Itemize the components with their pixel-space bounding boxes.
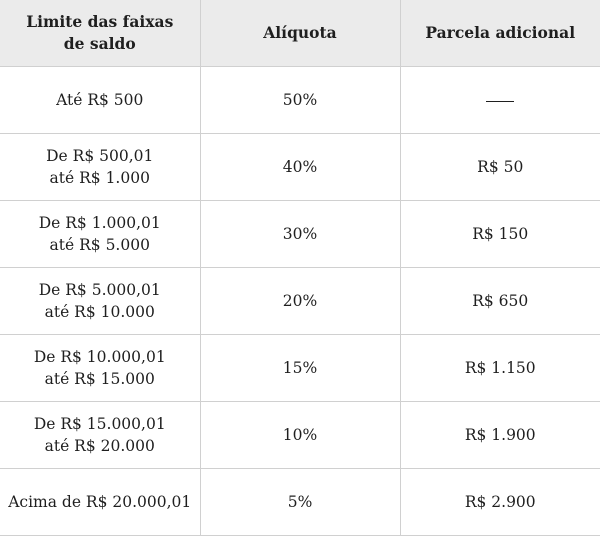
cell-limite-line1: De R$ 15.000,01 xyxy=(33,415,166,433)
table-row xyxy=(0,268,600,335)
cell-parcela: R$ 650 xyxy=(400,268,600,335)
cell-limite-line2: até R$ 1.000 xyxy=(49,169,150,187)
cell-limite xyxy=(0,335,200,402)
header-limite-line2: de saldo xyxy=(63,34,136,53)
table-row xyxy=(0,469,600,536)
dash-mark xyxy=(486,101,514,102)
header-aliquota: Alíquota xyxy=(200,0,400,67)
cell-limite-line2: até R$ 5.000 xyxy=(49,236,150,254)
cell-limite-line2: até R$ 10.000 xyxy=(44,303,155,321)
table-row xyxy=(0,201,600,268)
cell-aliquota: 30% xyxy=(200,201,400,268)
header-row xyxy=(0,0,600,67)
cell-limite xyxy=(0,469,200,536)
cell-parcela: R$ 50 xyxy=(400,134,600,201)
cell-limite xyxy=(0,67,200,134)
header-parcela: Parcela adicional xyxy=(400,0,600,67)
cell-limite xyxy=(0,402,200,469)
cell-aliquota: 5% xyxy=(200,469,400,536)
cell-limite-line1: De R$ 1.000,01 xyxy=(38,214,161,232)
cell-parcela: R$ 2.900 xyxy=(400,469,600,536)
cell-parcela: R$ 1.150 xyxy=(400,335,600,402)
cell-limite-line1: Até R$ 500 xyxy=(56,91,144,109)
cell-limite xyxy=(0,201,200,268)
cell-parcela: R$ 1.900 xyxy=(400,402,600,469)
cell-parcela: R$ 150 xyxy=(400,201,600,268)
cell-aliquota: 10% xyxy=(200,402,400,469)
cell-limite xyxy=(0,268,200,335)
table-row xyxy=(0,134,600,201)
cell-aliquota: 15% xyxy=(200,335,400,402)
table-row xyxy=(0,335,600,402)
cell-limite-line1: De R$ 5.000,01 xyxy=(38,281,161,299)
header-limite-line1: Limite das faixas xyxy=(26,12,174,31)
cell-limite-line1: Acima de R$ 20.000,01 xyxy=(8,493,192,511)
cell-aliquota: 50% xyxy=(200,67,400,134)
table-row xyxy=(0,67,600,134)
cell-limite-line2: até R$ 15.000 xyxy=(44,370,155,388)
cell-aliquota: 40% xyxy=(200,134,400,201)
header-limite xyxy=(0,0,200,67)
table-row xyxy=(0,402,600,469)
cell-aliquota: 20% xyxy=(200,268,400,335)
cell-limite-line2: até R$ 20.000 xyxy=(44,437,155,455)
cell-limite xyxy=(0,134,200,201)
cell-limite-line1: De R$ 10.000,01 xyxy=(33,348,166,366)
cell-limite-line1: De R$ 500,01 xyxy=(46,147,154,165)
cell-parcela xyxy=(400,67,600,134)
